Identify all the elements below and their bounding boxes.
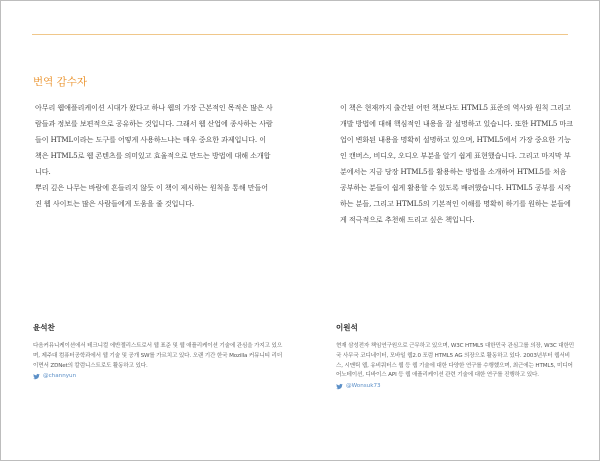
bio-name: 이원석 [336,323,358,332]
bio-text: 다음커뮤니케이션에서 테크니컬 에반젤리스트로서 웹 표준 및 웹 애플리케이션 기술에 관심을 가지고 있으며, 제주대 컴퓨터공학과에서 웹 기술 및 공개 SW를 가르치고 있다. 오랜 기간 한국 Mozilla 커뮤니티 리더이면서 ZDNet의 칼럼니스트로도 활동하고 있다. [33,343,283,369]
body-paragraph: 이 책은 현재까지 출간된 어떤 책보다도 HTML5 표준의 역사와 원칙 그리고 개발 방법에 대해 핵심적인 내용을 잘 설명하고 있습니다. 또한 HTML5 마크업이 변화된 내용을 명확히 설명하고 있으며, HTML5에서 가장 중요한 기능인 캔버스, 비디오, 오디오 부분을 알기 쉽게 표현했습니다. 그리고 마지막 부분에서는 지금 당장 HTML5를 활용하는 방법을 소개하여 HTML5를 처음 공부하는 분들이 쉽게 활용할 수 있도록 배려했습니다. HTML5 공부를 시작하는 분들, 그리고 HTML5의 기본적인 이해를 명확히 하기를 원하는 분들에게 적극적으로 추천해 드리고 싶은 책입니다. [340,103,573,224]
bio-text: 현재 삼성전자 책임연구원으로 근무하고 있으며, W3C HTML5 대한민국 관심그룹 의장, W3C 대한민국 사무국 코디네이터, 모바일 웹2.0 포럼 HTML5 AG 의장으로 활동하고 있다. 2003년부터 웹서비스, 시맨틱 웹, 유비쿼터스 웹 등 웹 기술에 대한 다양한 연구를 수행했으며, 최근에는 HTML5, 미디어 어노테이션, 디바이스 API 등 웹 애플리케이션 관련 기술에 대한 연구를 진행하고 있다. [336,343,575,379]
bio-right [336,322,574,391]
twitter-bird-icon [336,383,343,390]
twitter-handle[interactable]: @channyun [43,373,77,380]
twitter-bird-icon [33,373,40,380]
bio-left [33,322,285,381]
bio-name: 윤석찬 [33,323,55,332]
twitter-link[interactable] [336,382,574,391]
body-paragraph: 아무리 웹애플리케이션 시대가 왔다고 하나 웹의 가장 근본적인 목적은 많은 사람들과 정보를 보편적으로 공유하는 것입니다. 그래서 웹 산업에 종사하는 사람들이 HTML이라는 도구를 어떻게 사용하느냐는 매우 중요한 과제입니다. 이 책은 HTML5로 웹 콘텐츠를 의미있고 효율적으로 만드는 방법에 대해 소개합니다. [35,103,273,176]
twitter-link[interactable] [33,372,285,381]
body-column-right [340,100,574,228]
top-rule [32,34,568,35]
section-title: 번역 감수자 [33,76,88,88]
twitter-handle[interactable]: @Wonsuk73 [346,383,381,390]
body-column-left [35,100,273,212]
body-paragraph: 뿌리 깊은 나무는 바람에 흔들리지 않듯 이 책이 제시하는 원칙을 통해 만들어진 웹 사이트는 많은 사람들에게 도움을 줄 것입니다. [35,183,269,208]
